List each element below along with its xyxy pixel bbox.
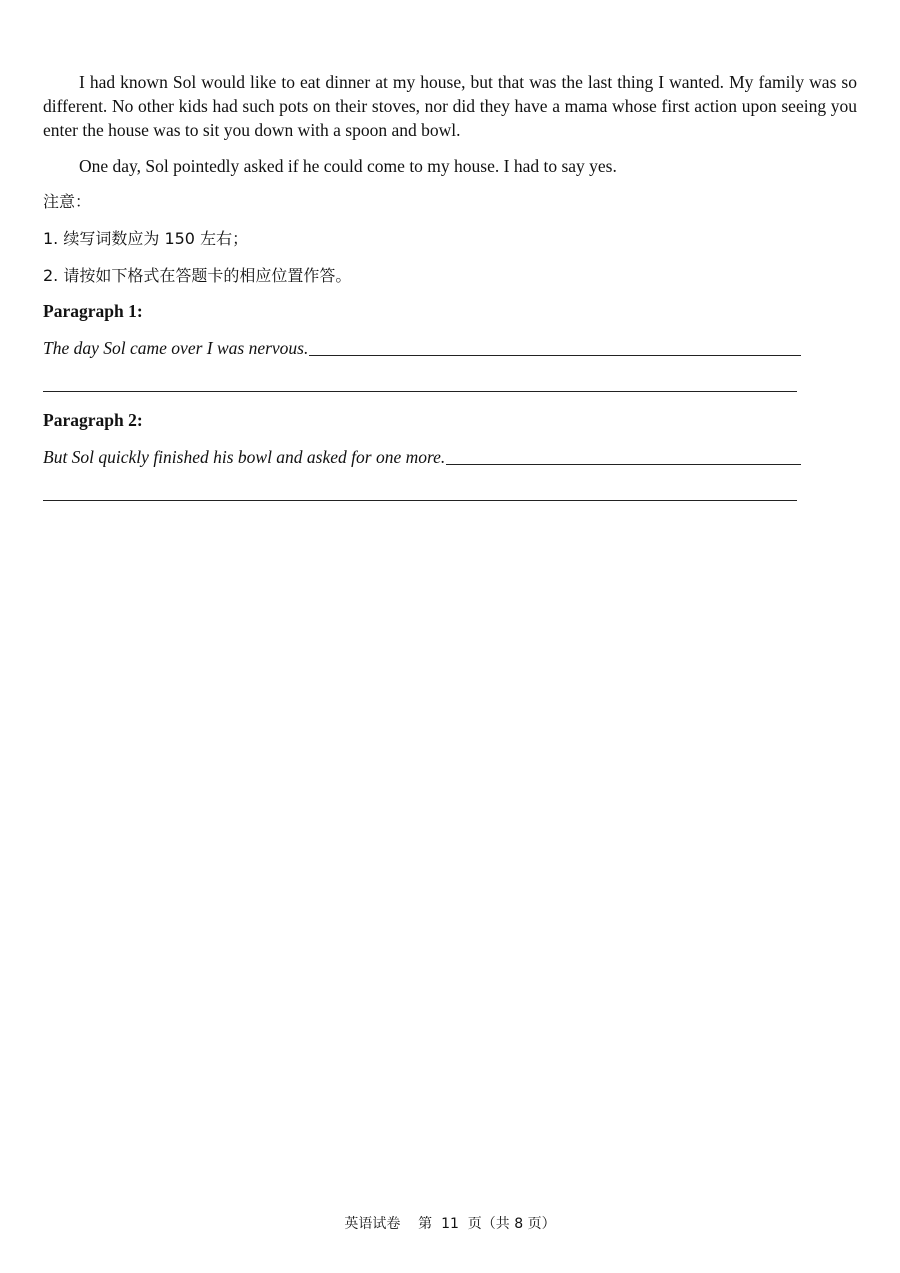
paragraph-1-label: Paragraph 1: xyxy=(43,301,143,321)
paragraph-1-answer-blank[interactable] xyxy=(309,355,801,356)
paragraph-2-lead-row[interactable] xyxy=(43,445,801,469)
paragraph-2-label: Paragraph 2: xyxy=(43,410,143,430)
paragraph-2-answer-blank[interactable] xyxy=(446,464,801,465)
paragraph-2-answer-line[interactable] xyxy=(43,500,797,501)
story-paragraph-2: One day, Sol pointedly asked if he could come to my house. I had to say yes. xyxy=(79,156,617,176)
story-paragraph-1: I had known Sol would like to eat dinner at my house, but that was the last thing I wanted. My family was so different. No other kids had such pots on their stoves, nor did they have a mama whose first action upon seeing you enter the house was to sit you down with a spoon and bowl. xyxy=(43,72,857,140)
paragraph-1-lead-row[interactable] xyxy=(43,336,801,360)
note-item-word-count: 1. 续写词数应为 150 左右； xyxy=(43,229,249,248)
paragraph-1-answer-line[interactable] xyxy=(43,391,797,392)
page-footer: 英语试卷 第 11 页（共 8 页） xyxy=(344,1216,556,1232)
note-item-format: 2. 请按如下格式在答题卡的相应位置作答。 xyxy=(43,266,352,285)
paragraph-2-lead-sentence: But Sol quickly finished his bowl and asked for one more. xyxy=(43,447,446,467)
notes-heading: 注意： xyxy=(43,192,92,211)
paragraph-1-lead-sentence: The day Sol came over I was nervous. xyxy=(43,338,309,358)
